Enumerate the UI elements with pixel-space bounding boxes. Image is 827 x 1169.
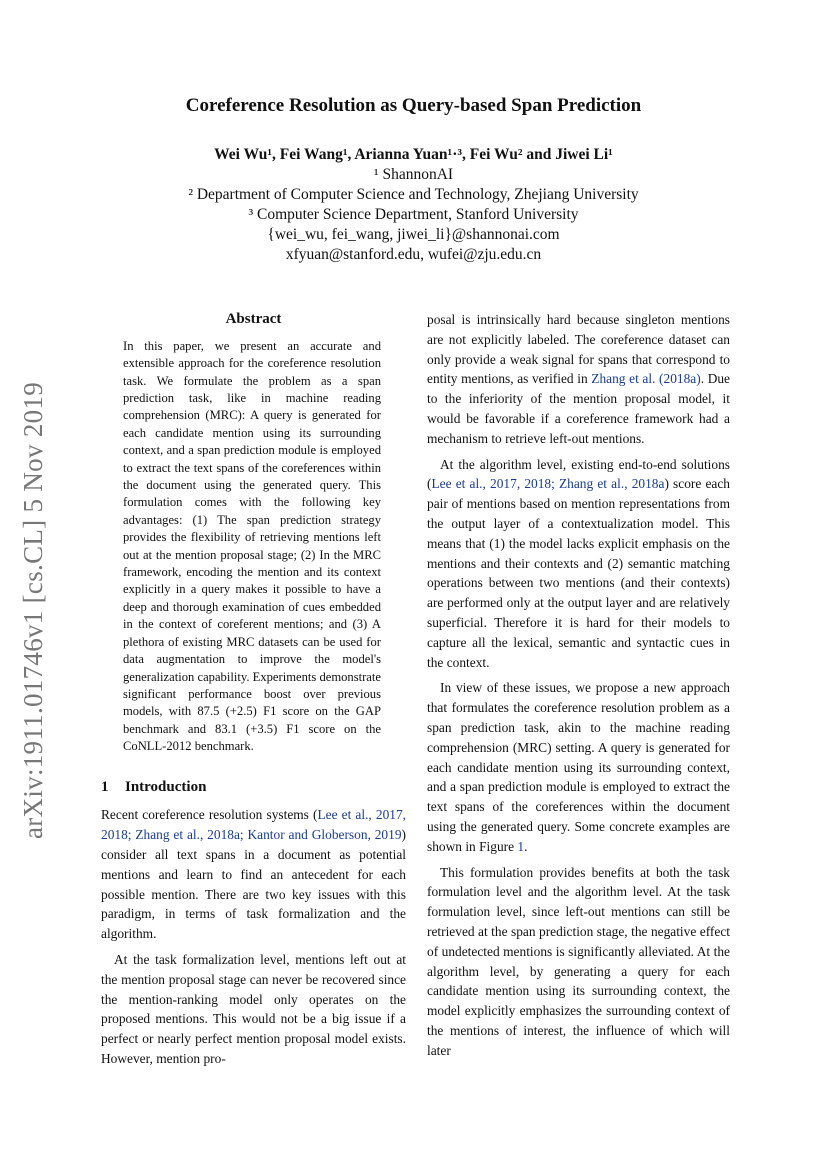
intro-p1-text-b: ) consider all text spans in a document as potential mentions and learn to find an antecedent for each possible mention. There are two key issues with this paradigm, in terms of task formalization and the algorithm. [101,827,406,942]
intro-paragraph-2: At the task formalization level, mentions left out at the mention proposal stage can never be recovered since the mention-ranking model only operates on the proposed mentions. This would not be a big issue if a perfect or nearly perfect mention proposal model exists. However, mention pro- [101,951,406,1066]
affiliation-2: ² Department of Computer Science and Technology, Zhejiang University [188,186,639,203]
author-list: Wei Wu¹, Fei Wang¹, Arianna Yuan¹·³, Fei Wu² and Jiwei Li¹ [214,146,613,163]
left-column [101,310,406,1069]
abstract-text: In this paper, we present an accurate and extensible approach for the coreference resolution task. We formulate the problem as a span prediction task, like in machine reading comprehension (MRC): A query is generated for each candidate mention using its surrounding context, and a span prediction module is employed to extract the text spans of the coreferences within the document using the generated query. This formulation comes with the following key advantages: (1) The span prediction strategy provides the flexibility of retrieving mentions left out at the mention proposal stage; (2) In the MRC framework, encoding the mention and its context explicitly in a query makes it possible to have a deep and thorough examination of cues embedded in the context of coreferent mentions; and (3) A plethora of existing MRC datasets can be used for data augmentation to improve the model's generalization capability. Experiments demonstrate significant performance boost over previous models, with 87.5 (+2.5) F1 score on the GAP benchmark and 83.1 (+3.5) F1 score on the CoNLL-2012 benchmark. [123,338,381,754]
section-heading-introduction [101,778,406,798]
right-column [427,310,730,1060]
figure-reference-link[interactable]: 1 [517,838,525,854]
email-line-2: xfyuan@stanford.edu, wufei@zju.edu.cn [285,246,542,263]
right-paragraph-2 [427,455,730,673]
right-p2-text-b: ) score each pair of mentions based on mention representations from the output layer of a contextualization model. This means that (1) the model lacks explicit emphasis on the mentions and their contexts and (2) semantic matching operations between two mentions (and their contexts) are performed only at the output layer and are relatively superficial. Therefore it is hard for their models to capture all the lexical, semantic and syntactic cues in the context. [427,476,730,670]
right-p3-text-a: In view of these issues, we propose a new approach that formulates the coreference resolution problem as a span prediction task, akin to the machine reading comprehension (MRC) setting. A query is generated for each candidate mention using its surrounding context, and a span prediction module is employed to extract the text spans of the coreferences within the document using the generated query. Some concrete examples are shown in Figure [427,680,730,854]
paper-title: Coreference Resolution as Query-based Span Prediction [185,95,642,116]
right-paragraph-4: This formulation provides benefits at both the task formulation level and the algorithm level. At the task formulation level, since left-out mentions can still be retrieved at the span prediction stage, the negative effect of undetected mentions is significantly alleviated. At the algorithm level, by generating a query for each candidate mention using its surrounding context, the model explicitly emphasizes the surrounding context of the mentions of interest, the influence of which will later [427,864,730,1058]
email-line-1: {wei_wu, fei_wang, jiwei_li}@shannonai.com [267,226,560,243]
right-p2-text-a: At the algorithm level, existing end-to-end solutions ( [427,456,730,492]
affiliation-3: ³ Computer Science Department, Stanford University [248,206,579,223]
right-p3-text-b: . [524,838,528,854]
author-block [0,145,827,265]
affiliation-1: ¹ ShannonAI [373,166,454,183]
citation-link[interactable]: Lee et al., 2017, 2018; Zhang et al., 2018a; Kantor and Globerson, 2019 [101,807,407,843]
section-number: 1 [101,778,109,795]
intro-paragraph-1 [101,805,406,944]
citation-link[interactable]: Lee et al., 2017, 2018; Zhang et al., 2018a [431,476,665,492]
right-paragraph-3 [427,678,730,856]
right-p1-text-a: posal is intrinsically hard because singleton mentions are not explicitly labeled. The coreference dataset can only provide a weak signal for spans that correspond to entity mentions, as verified in [427,312,730,387]
intro-p1-text-a: Recent coreference resolution systems ( [101,807,318,823]
arxiv-stamp-text: arXiv:1911.01746v1 [cs.CL] 5 Nov 2019 [18,381,49,839]
section-title: Introduction [125,778,207,795]
arxiv-stamp [14,360,54,860]
right-paragraph-1 [427,310,730,449]
citation-link[interactable]: Zhang et al. (2018a) [591,371,701,387]
abstract-heading: Abstract [225,311,282,327]
right-p1-text-b: . Due to the inferiority of the mention proposal model, it would be favorable if a coreference framework had a mechanism to retrieve left-out mentions. [427,371,731,446]
